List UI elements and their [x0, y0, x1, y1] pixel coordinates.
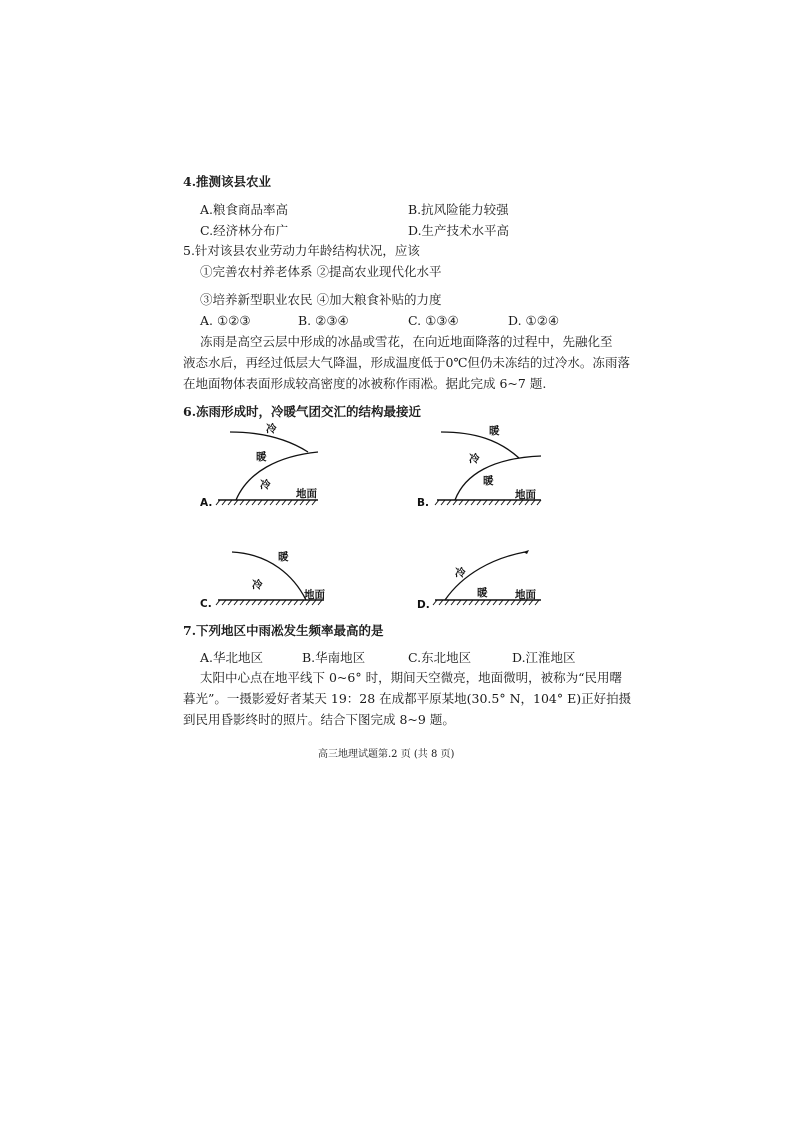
q5-option-d: D. ①②④	[508, 313, 560, 328]
q4-option-a: A.粮食商品率高	[200, 202, 289, 217]
front-line-upper	[441, 432, 519, 458]
q6-stem: 6.冻雨形成时，冷暖气团交汇的结构最接近	[183, 404, 422, 419]
label-warm: 暖	[477, 587, 488, 599]
passage1-line3: 在地面物体表面形成较高密度的冰被称作雨凇。据此完成 6~7 题.	[183, 376, 547, 391]
diagram-letter: A.	[200, 497, 213, 509]
diagram-letter: B.	[417, 497, 429, 509]
label-ground: 地面	[515, 589, 536, 601]
page-footer: 高三地理试题第.2 页 (共 8 页)	[318, 749, 455, 760]
label-ground: 地面	[515, 489, 536, 501]
label-warm-top: 暖	[489, 425, 500, 437]
passage1-line2: 液态水后，再经过低层大气降温，形成温度低于0℃但仍未冻结的过冷水。冻雨落	[183, 355, 630, 370]
label-ground: 地面	[296, 488, 317, 500]
q5-item-line2: ③培养新型职业农民 ④加大粮食补贴的力度	[200, 292, 442, 307]
passage1-line1: 冻雨是高空云层中形成的冰晶或雪花，在向近地面降落的过程中，先融化至	[200, 334, 613, 349]
q7-option-c: C.东北地区	[408, 650, 472, 665]
label-cold: 冷	[252, 579, 263, 591]
front-line-upper	[230, 432, 308, 452]
q6-diagram-d	[415, 540, 555, 620]
q4-option-c: C.经济林分布广	[200, 223, 289, 238]
q6-diagram-a	[198, 420, 338, 512]
q4-option-d: D.生产技术水平高	[408, 223, 510, 238]
diagram-letter: C.	[200, 598, 212, 610]
front-line-tip	[523, 550, 529, 554]
q4-option-b: B.抗风险能力较强	[408, 202, 509, 217]
q5-option-a: A. ①②③	[200, 313, 251, 328]
front-line	[232, 552, 306, 600]
q6-diagram-c	[198, 540, 338, 620]
label-cold-bottom: 冷	[260, 479, 271, 491]
passage2-line1: 太阳中心点在地平线下 0~6° 时，期间天空微亮，地面微明，被称为“民用曙	[200, 670, 622, 685]
passage2-line3: 到民用昏影终时的照片。结合下图完成 8~9 题。	[183, 712, 455, 727]
label-cold: 冷	[455, 567, 466, 579]
label-cold: 冷	[469, 453, 480, 465]
q7-option-a: A.华北地区	[200, 650, 264, 665]
label-warm-bottom: 暖	[483, 475, 494, 487]
q7-option-b: B.华南地区	[302, 650, 366, 665]
q7-stem: 7.下列地区中雨凇发生频率最高的是	[183, 623, 384, 638]
label-warm: 暖	[256, 451, 267, 463]
q5-option-c: C. ①③④	[408, 313, 459, 328]
q7-option-d: D.江淮地区	[512, 650, 576, 665]
passage2-line2: 暮光”。一摄影爱好者某天 19：28 在成都平原某地(30.5° N，104° E)正好拍摄	[183, 691, 632, 706]
diagram-letter: D.	[417, 599, 430, 611]
q5-stem: 5.针对该县农业劳动力年龄结构状况，应该	[183, 243, 420, 258]
q5-item-line1: ①完善农村养老体系 ②提高农业现代化水平	[200, 264, 442, 279]
q4-stem: 4.推测该县农业	[183, 174, 272, 189]
q5-option-b: B. ②③④	[298, 313, 349, 328]
label-cold-top: 冷	[266, 423, 277, 435]
q6-diagram-b	[415, 420, 555, 512]
label-warm: 暖	[278, 551, 289, 563]
label-ground: 地面	[304, 589, 325, 601]
